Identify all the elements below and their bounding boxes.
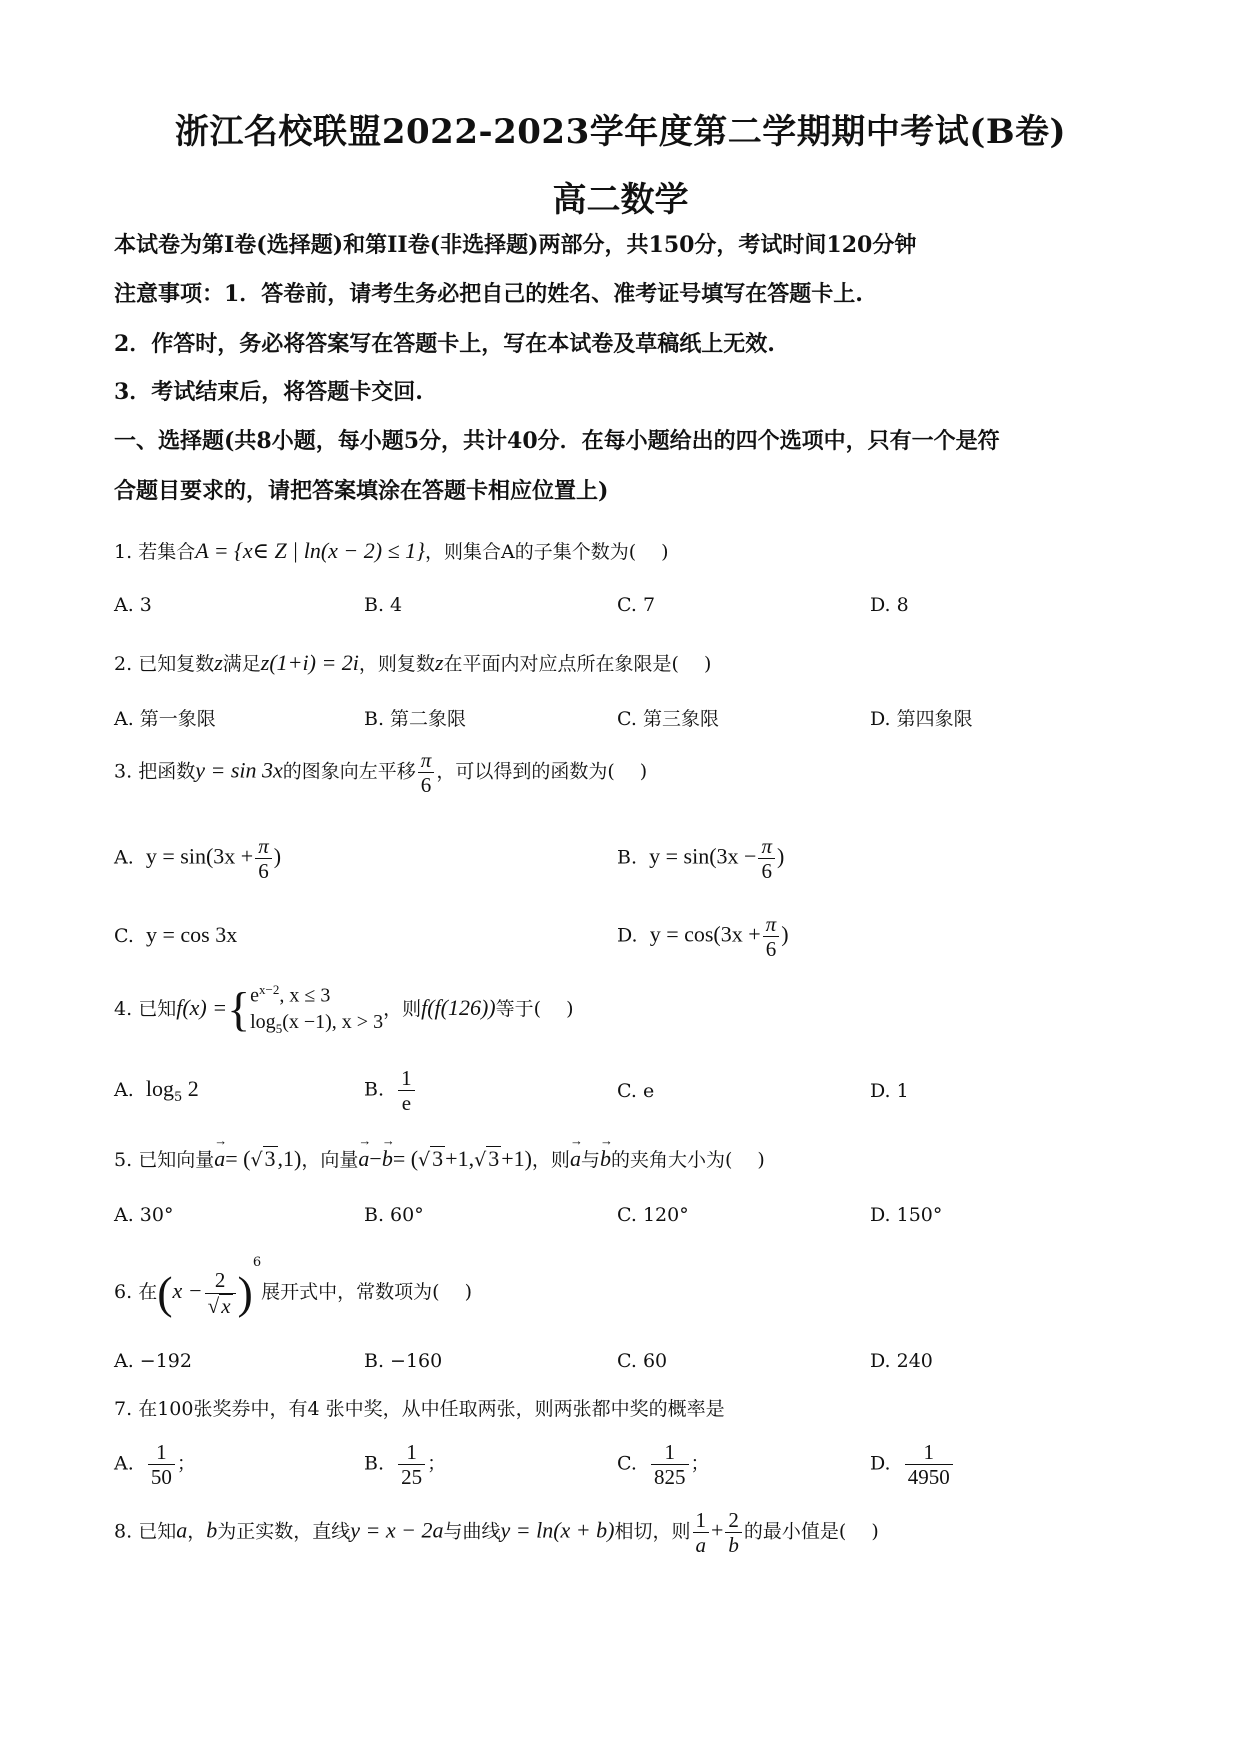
option-d: D. y = cos(3x + $\frac{\pi}{6}$ ) — [617, 912, 789, 962]
option-a: A. 3 — [114, 594, 152, 616]
vector-b: → b — [600, 1148, 611, 1170]
vector-b: → b — [382, 1148, 393, 1170]
exponent: 6 — [252, 1255, 262, 1270]
math-line: y = x − 2a — [350, 1517, 444, 1543]
fraction: $\frac{\pi}{6}$ — [763, 912, 780, 961]
vector-a: → a — [214, 1148, 225, 1170]
fraction: $\frac{1}{a}$ — [693, 1508, 710, 1557]
option-b: B. $\frac{1}{25}$ ； — [364, 1440, 447, 1490]
instruction-line-4: 3．考试结束后，将答题卡交回. — [114, 379, 423, 405]
question-5: 5. 已知向量→ a= (√3,1)，向量→ a−→ b= (√3+1,√3+1)，则→ a与→ b的夹角大小为( ) — [114, 1146, 765, 1171]
question-number: 6. — [114, 1281, 133, 1303]
option-a: A. $\frac{1}{50}$ ； — [114, 1440, 196, 1490]
option-d: D. 1 — [870, 1080, 909, 1102]
question-text: 展开式中，常数项为( ) — [261, 1281, 472, 1303]
option-a: A. 第一象限 — [114, 708, 216, 730]
option-b: B. −160 — [364, 1350, 443, 1372]
math-expression: z(1+i) = 2i — [260, 650, 359, 675]
option-b: B. 4 — [364, 594, 403, 616]
instruction-line-3: 2．作答时，务必将答案写在答题卡上，写在本试卷及草稿纸上无效. — [114, 331, 775, 357]
question-number: 4. — [114, 997, 133, 1020]
option-d: D. 8 — [870, 594, 909, 616]
right-paren: ) — [237, 1267, 253, 1318]
question-text: 已知复数 — [138, 653, 215, 675]
question-text: 为正实数，直线 — [217, 1520, 351, 1543]
question-text: 等于( ) — [495, 997, 574, 1020]
instruction-line-2: 注意事项：1．答卷前，请考生务必把自己的姓名、准考证号填写在答题卡上. — [114, 281, 863, 307]
fraction: $\frac{1}{825}$ — [651, 1440, 689, 1489]
question-text: 若集合 — [138, 541, 196, 563]
left-paren: ( — [157, 1267, 173, 1318]
question-text: 的图象向左平移 — [282, 760, 416, 783]
question-8: 8. 已知a，b为正实数，直线y = x − 2a与曲线y = ln(x + b)相切，则 $\frac{1}{a}$ + $\frac{2}{b}$ 的最小值是( ) — [114, 1508, 879, 1558]
option-c: C. 120° — [617, 1204, 689, 1226]
question-number: 8. — [114, 1520, 133, 1543]
option-b: B. $\frac{1}{e}$ — [364, 1066, 417, 1115]
option-a: A. 30° — [114, 1204, 174, 1226]
question-text: 已知 — [138, 1520, 177, 1543]
option-d: D. 240 — [870, 1350, 933, 1372]
option-d: D. $\frac{1}{4950}$ — [870, 1440, 955, 1489]
question-number: 7. — [114, 1398, 133, 1420]
option-a: A. −192 — [114, 1350, 192, 1372]
option-c: C. 7 — [617, 594, 656, 616]
math-function: f(x) = — [176, 994, 228, 1020]
math-var: z — [214, 650, 223, 675]
option-c: C. $\frac{1}{825}$ ； — [617, 1440, 710, 1490]
question-text: 满足 — [222, 653, 261, 675]
question-text: 与曲线 — [443, 1520, 501, 1543]
math-expression: y = cos 3x — [146, 922, 238, 947]
question-text: 已知 — [138, 997, 177, 1020]
question-number: 3. — [114, 760, 133, 783]
math-expression: y = sin(3x − — [649, 843, 757, 869]
fraction: $\frac{\pi}{6}$ — [418, 748, 435, 797]
question-text: ，则复数 — [358, 653, 435, 675]
question-6: 6. 在(x − $\frac{2}{√x}$ )$^6$展开式中，常数项为( ) — [114, 1255, 472, 1318]
math-expression: f(f(126)) — [421, 994, 496, 1020]
option-c: C. e — [617, 1080, 655, 1102]
math-expression: y = sin 3x — [195, 757, 283, 783]
section-heading-line-1: 一、选择题(共8小题，每小题5分，共计40分．在每小题给出的四个选项中，只有一个是符 — [114, 428, 1000, 454]
option-a: A. $\log_5 2$ — [114, 1076, 199, 1105]
question-text: ，向量 — [301, 1149, 359, 1171]
question-4 — [114, 982, 574, 1038]
question-number: 1. — [114, 541, 133, 563]
fraction: $\frac{1}{25}$ — [398, 1440, 425, 1489]
question-text: 把函数 — [138, 760, 196, 783]
option-b: B. y = sin(3x − $\frac{\pi}{6}$ ) — [617, 834, 785, 884]
option-d: D. 150° — [870, 1204, 943, 1226]
math-var: z — [434, 650, 444, 675]
question-number: 2. — [114, 653, 133, 675]
question-number: 5. — [114, 1149, 133, 1171]
option-b: B. 60° — [364, 1204, 424, 1226]
option-a: A. y = sin(3x + $\frac{\pi}{6}$ ) — [114, 834, 282, 884]
question-text: 已知向量 — [138, 1149, 215, 1171]
fraction: $\frac{\pi}{6}$ — [758, 834, 775, 883]
piecewise-definition: $e^{x-2}$, x ≤ 3 $\log_5(x -1)$, x > 3 — [250, 982, 384, 1036]
question-text: ，则 — [531, 1149, 570, 1171]
instruction-line-1: 本试卷为第I卷(选择题)和第II卷(非选择题)两部分，共150分，考试时间120分钟 — [114, 232, 917, 258]
option-c: C. 第三象限 — [617, 708, 719, 730]
question-3 — [114, 748, 647, 797]
question-text: 在 — [138, 1281, 158, 1303]
question-text: 相切，则 — [614, 1520, 691, 1543]
question-text: 的夹角大小为( ) — [610, 1149, 765, 1171]
math-expression: A = {x∈ Z | ln(x − 2) ≤ 1} — [195, 538, 425, 563]
fraction: $\frac{1}{50}$ — [148, 1440, 175, 1489]
question-1 — [114, 540, 669, 562]
question-text: ，则 — [383, 997, 422, 1020]
option-b: B. 第二象限 — [364, 708, 467, 730]
math-curve: y = ln(x + b) — [500, 1517, 615, 1543]
vector-a: → a — [570, 1148, 581, 1170]
vector-a: → a — [358, 1148, 369, 1170]
math-expression: y = cos(3x + — [649, 921, 761, 947]
fraction: $\frac{1}{4950}$ — [905, 1440, 953, 1489]
question-text: 在平面内对应点所在象限是( ) — [443, 653, 712, 675]
option-c: C. 60 — [617, 1350, 668, 1372]
question-text: 在100张奖券中，有4 张中奖，从中任取两张，则两张都中奖的概率是 — [138, 1398, 725, 1420]
fraction: $\frac{2}{b}$ — [725, 1508, 742, 1557]
section-heading-line-2: 合题目要求的，请把答案填涂在答题卡相应位置上) — [114, 478, 609, 504]
exam-subtitle: 高二数学 — [552, 180, 689, 220]
question-text: 的最小值是( ) — [743, 1520, 879, 1543]
fraction: $\frac{1}{e}$ — [398, 1066, 415, 1115]
option-d: D. 第四象限 — [870, 708, 973, 730]
question-7 — [114, 1400, 725, 1419]
question-text: ，可以得到的函数为( ) — [436, 760, 648, 783]
fraction: $\frac{\pi}{6}$ — [255, 834, 272, 883]
fraction: $\frac{2}{√x}$ — [205, 1268, 236, 1317]
question-2 — [114, 652, 711, 674]
exam-title: 浙江名校联盟2022-2023学年度第二学期期中考试(B卷) — [174, 112, 1067, 152]
math-expression: y = sin(3x + — [145, 843, 254, 869]
option-c: C. y = cos 3x — [114, 922, 238, 947]
brace: { — [227, 982, 251, 1036]
question-text: ，则集合A的子集个数为( ) — [424, 541, 669, 563]
